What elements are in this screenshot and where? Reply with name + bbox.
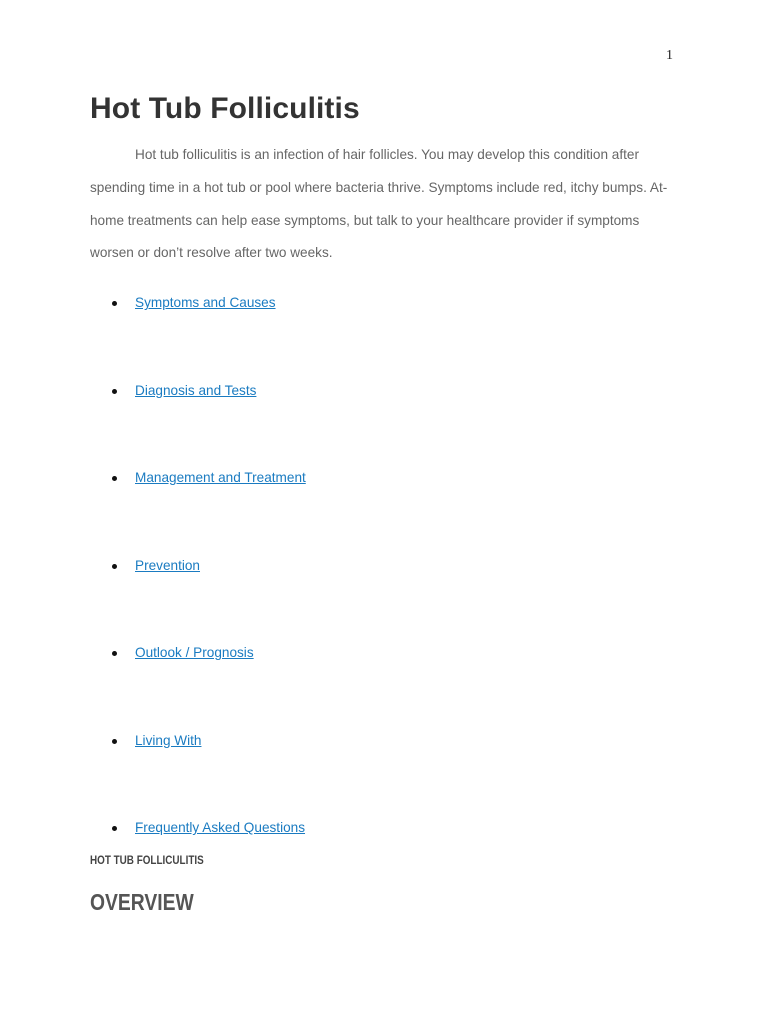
toc-link-diagnosis-and-tests[interactable]: Diagnosis and Tests xyxy=(135,382,257,398)
bullet-icon xyxy=(112,826,117,831)
toc-item-diagnosis-and-tests xyxy=(90,378,306,466)
toc-link-management-and-treatment[interactable]: Management and Treatment xyxy=(135,470,306,485)
toc-item-prevention xyxy=(90,553,306,641)
bullet-icon xyxy=(112,476,117,481)
intro-paragraph: Hot tub folliculitis is an infection of hair follicles. You may develop this condition after spending time in a hot tub or pool where bacteria thrive. Symptoms include red, itchy bumps. At-home treatments can help ease symptoms, but talk to your healthcare provider if symptoms worsen or don’t resolve after two weeks. xyxy=(90,147,668,261)
toc-link-prevention[interactable]: Prevention xyxy=(135,557,200,573)
bullet-icon xyxy=(112,739,117,744)
section-heading-overview: OVERVIEW xyxy=(90,889,194,915)
toc-item-management-and-treatment xyxy=(90,465,306,553)
toc-link-living-with[interactable]: Living With xyxy=(135,732,202,748)
toc-item-outlook-prognosis xyxy=(90,640,306,728)
page-number: 1 xyxy=(666,48,673,63)
bullet-icon xyxy=(112,651,117,656)
bullet-icon xyxy=(112,389,117,394)
table-of-contents xyxy=(90,290,306,903)
bullet-icon xyxy=(112,564,117,569)
page-title: Hot Tub Folliculitis xyxy=(90,92,360,125)
toc-link-outlook-prognosis[interactable]: Outlook / Prognosis xyxy=(135,645,254,660)
toc-link-symptoms-and-causes[interactable]: Symptoms and Causes xyxy=(135,295,276,310)
bullet-icon xyxy=(112,301,117,306)
toc-link-faq[interactable]: Frequently Asked Questions xyxy=(135,820,306,835)
toc-item-symptoms-and-causes xyxy=(90,290,306,378)
section-kicker: HOT TUB FOLLICULITIS xyxy=(90,855,204,867)
toc-item-living-with xyxy=(90,728,306,816)
